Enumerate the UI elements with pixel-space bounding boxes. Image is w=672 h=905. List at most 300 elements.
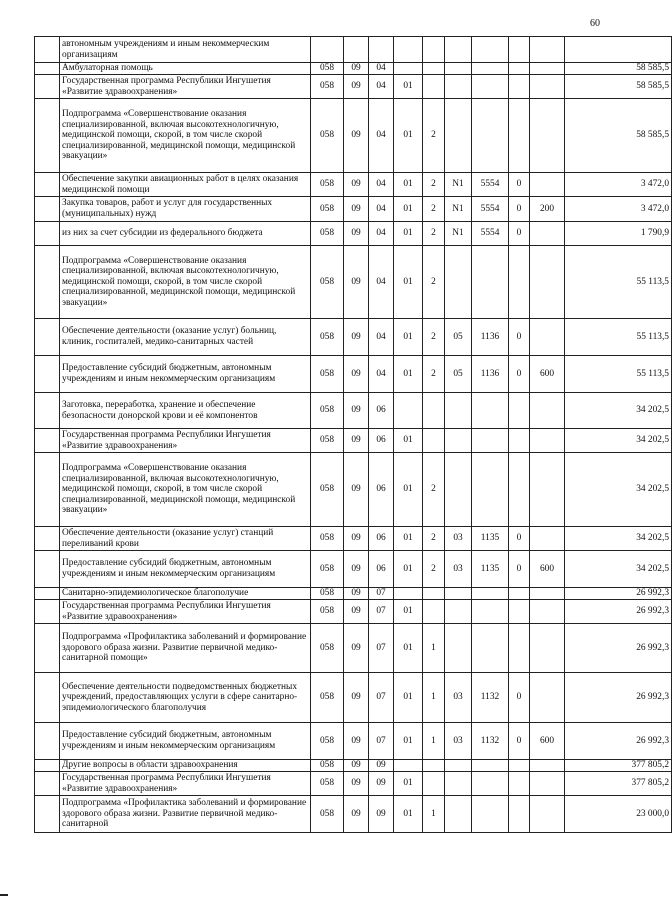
activity-code-cell [445, 600, 472, 624]
item-name-cell: Санитарно-эпидемиологическое благополучие [60, 588, 311, 600]
program-code-cell [394, 393, 423, 429]
direction-code-cell [472, 246, 509, 319]
program-code-cell: 01 [394, 551, 423, 588]
item-name-cell: Государственная программа Республики Ингушетия «Развитие здравоохранения» [60, 429, 311, 453]
row-number-cell [35, 453, 60, 527]
row-number-cell [35, 624, 60, 673]
row-number-cell [35, 673, 60, 723]
subsection-code-cell: 07 [369, 624, 394, 673]
ministry-code-cell: 058 [311, 75, 344, 99]
ministry-code-cell: 058 [311, 99, 344, 173]
ministry-code-cell: 058 [311, 246, 344, 319]
direction-code-cell [472, 393, 509, 429]
section-code-cell: 09 [344, 393, 369, 429]
amount-cell: 58 585,5 [565, 99, 672, 173]
item-name-cell: Предоставление субсидий бюджетным, автономным учреждениям и иным некоммерческим организациям [60, 356, 311, 393]
activity-code-cell: N1 [445, 173, 472, 197]
table-row [35, 197, 672, 222]
subsection-code-cell: 07 [369, 588, 394, 600]
ministry-code-cell: 058 [311, 588, 344, 600]
subprogram-code-cell [423, 588, 445, 600]
program-code-cell: 01 [394, 319, 423, 356]
expense-type-code-cell [530, 393, 565, 429]
section-code-cell: 09 [344, 222, 369, 246]
expense-type-code-cell [530, 796, 565, 833]
expense-type-code-cell: 600 [530, 723, 565, 760]
row-number-cell [35, 63, 60, 75]
subsection-code-cell: 04 [369, 99, 394, 173]
scan-edge-mark [0, 894, 8, 896]
amount-cell: 34 202,5 [565, 393, 672, 429]
direction-code-cell: 5554 [472, 222, 509, 246]
direction-code-cell [472, 75, 509, 99]
expense-type-code-cell: 600 [530, 356, 565, 393]
extra-code-cell [509, 63, 530, 75]
item-name-cell: Закупка товаров, работ и услуг для государственных (муниципальных) нужд [60, 197, 311, 222]
direction-code-cell [472, 796, 509, 833]
extra-code-cell [509, 600, 530, 624]
subprogram-code-cell [423, 75, 445, 99]
program-code-cell: 01 [394, 772, 423, 796]
row-number-cell [35, 723, 60, 760]
subsection-code-cell: 04 [369, 222, 394, 246]
section-code-cell: 09 [344, 527, 369, 551]
ministry-code-cell: 058 [311, 600, 344, 624]
subprogram-code-cell [423, 429, 445, 453]
activity-code-cell: 03 [445, 723, 472, 760]
activity-code-cell: 05 [445, 356, 472, 393]
program-code-cell: 01 [394, 99, 423, 173]
activity-code-cell [445, 393, 472, 429]
subsection-code-cell: 04 [369, 63, 394, 75]
subprogram-code-cell [423, 760, 445, 772]
subprogram-code-cell: 2 [423, 173, 445, 197]
row-number-cell [35, 222, 60, 246]
direction-code-cell [472, 772, 509, 796]
item-name-cell: Подпрограмма «Совершенствование оказания специализированной, включая высокотехнологичную, медицинской помощи, скорой, в том числе скорой специализированной, медицинской помощи, медицинской эвакуации» [60, 453, 311, 527]
activity-code-cell [445, 453, 472, 527]
extra-code-cell [509, 796, 530, 833]
activity-code-cell: 05 [445, 319, 472, 356]
table-row [35, 723, 672, 760]
item-name-cell: Предоставление субсидий бюджетным, автономным учреждениям и иным некоммерческим организациям [60, 723, 311, 760]
direction-code-cell [472, 588, 509, 600]
extra-code-cell [509, 75, 530, 99]
program-code-cell: 01 [394, 356, 423, 393]
section-code-cell: 09 [344, 197, 369, 222]
direction-code-cell: 1136 [472, 356, 509, 393]
program-code-cell: 01 [394, 723, 423, 760]
table-row [35, 624, 672, 673]
expense-type-code-cell [530, 319, 565, 356]
page-number: 60 [590, 18, 600, 29]
row-number-cell [35, 319, 60, 356]
subprogram-code-cell: 2 [423, 527, 445, 551]
table-row [35, 796, 672, 833]
subprogram-code-cell: 1 [423, 624, 445, 673]
subprogram-code-cell: 1 [423, 796, 445, 833]
extra-code-cell [509, 246, 530, 319]
extra-code-cell [509, 393, 530, 429]
row-number-cell [35, 429, 60, 453]
amount-cell: 26 992,3 [565, 588, 672, 600]
expense-type-code-cell [530, 246, 565, 319]
ministry-code-cell: 058 [311, 673, 344, 723]
amount-cell: 55 113,5 [565, 246, 672, 319]
amount-cell: 26 992,3 [565, 600, 672, 624]
item-name-cell: Государственная программа Республики Ингушетия «Развитие здравоохранения» [60, 75, 311, 99]
extra-code-cell: 0 [509, 356, 530, 393]
item-name-cell: Обеспечение деятельности (оказание услуг) больниц, клиник, госпиталей, медико-санитарных частей [60, 319, 311, 356]
amount-cell: 34 202,5 [565, 551, 672, 588]
subprogram-code-cell: 2 [423, 99, 445, 173]
ministry-code-cell: 058 [311, 222, 344, 246]
ministry-code-cell: 058 [311, 63, 344, 75]
amount-cell: 55 113,5 [565, 356, 672, 393]
table-row [35, 453, 672, 527]
amount-cell: 3 472,0 [565, 197, 672, 222]
item-name-cell: Государственная программа Республики Ингушетия «Развитие здравоохранения» [60, 772, 311, 796]
section-code-cell: 09 [344, 319, 369, 356]
section-code-cell: 09 [344, 63, 369, 75]
ministry-code-cell [311, 37, 344, 63]
program-code-cell: 01 [394, 246, 423, 319]
extra-code-cell: 0 [509, 222, 530, 246]
expense-type-code-cell [530, 527, 565, 551]
section-code-cell: 09 [344, 673, 369, 723]
amount-cell: 26 992,3 [565, 624, 672, 673]
item-name-cell: Подпрограмма «Профилактика заболеваний и формирование здорового образа жизни. Развитие первичной медико-санитарной помощи» [60, 624, 311, 673]
extra-code-cell: 0 [509, 723, 530, 760]
subsection-code-cell: 04 [369, 356, 394, 393]
section-code-cell: 09 [344, 429, 369, 453]
subprogram-code-cell [423, 37, 445, 63]
activity-code-cell [445, 429, 472, 453]
program-code-cell [394, 588, 423, 600]
item-name-cell: Предоставление субсидий бюджетным, автономным учреждениям и иным некоммерческим организациям [60, 551, 311, 588]
subsection-code-cell [369, 37, 394, 63]
program-code-cell: 01 [394, 173, 423, 197]
subprogram-code-cell: 2 [423, 197, 445, 222]
section-code-cell [344, 37, 369, 63]
direction-code-cell [472, 99, 509, 173]
subsection-code-cell: 04 [369, 75, 394, 99]
table-row [35, 429, 672, 453]
subsection-code-cell: 09 [369, 796, 394, 833]
program-code-cell: 01 [394, 527, 423, 551]
activity-code-cell [445, 624, 472, 673]
amount-cell: 26 992,3 [565, 723, 672, 760]
amount-cell: 377 805,2 [565, 760, 672, 772]
subprogram-code-cell [423, 600, 445, 624]
subprogram-code-cell: 2 [423, 246, 445, 319]
subprogram-code-cell [423, 772, 445, 796]
expense-type-code-cell [530, 588, 565, 600]
activity-code-cell [445, 37, 472, 63]
subsection-code-cell: 09 [369, 772, 394, 796]
amount-cell: 58 585,5 [565, 63, 672, 75]
ministry-code-cell: 058 [311, 796, 344, 833]
program-code-cell: 01 [394, 75, 423, 99]
extra-code-cell [509, 624, 530, 673]
expense-type-code-cell [530, 37, 565, 63]
program-code-cell [394, 63, 423, 75]
item-name-cell: Другие вопросы в области здравоохранения [60, 760, 311, 772]
extra-code-cell: 0 [509, 551, 530, 588]
subsection-code-cell: 09 [369, 760, 394, 772]
expense-type-code-cell: 600 [530, 551, 565, 588]
budget-table [34, 36, 672, 833]
direction-code-cell: 1135 [472, 527, 509, 551]
amount-cell: 23 000,0 [565, 796, 672, 833]
extra-code-cell: 0 [509, 173, 530, 197]
ministry-code-cell: 058 [311, 551, 344, 588]
row-number-cell [35, 37, 60, 63]
table-row [35, 527, 672, 551]
extra-code-cell: 0 [509, 319, 530, 356]
expense-type-code-cell: 200 [530, 197, 565, 222]
activity-code-cell [445, 75, 472, 99]
activity-code-cell [445, 588, 472, 600]
row-number-cell [35, 99, 60, 173]
row-number-cell [35, 75, 60, 99]
subprogram-code-cell [423, 393, 445, 429]
subprogram-code-cell: 2 [423, 551, 445, 588]
subprogram-code-cell: 1 [423, 723, 445, 760]
extra-code-cell: 0 [509, 197, 530, 222]
table-row [35, 99, 672, 173]
direction-code-cell [472, 37, 509, 63]
section-code-cell: 09 [344, 772, 369, 796]
direction-code-cell [472, 429, 509, 453]
item-name-cell: Подпрограмма «Профилактика заболеваний и формирование здорового образа жизни. Развитие первичной медико-санитарной [60, 796, 311, 833]
amount-cell: 377 805,2 [565, 772, 672, 796]
table-row [35, 75, 672, 99]
table-row [35, 319, 672, 356]
extra-code-cell: 0 [509, 673, 530, 723]
section-code-cell: 09 [344, 588, 369, 600]
subprogram-code-cell: 2 [423, 356, 445, 393]
subprogram-code-cell [423, 63, 445, 75]
amount-cell: 58 585,5 [565, 75, 672, 99]
extra-code-cell [509, 772, 530, 796]
direction-code-cell: 1132 [472, 673, 509, 723]
item-name-cell: Обеспечение закупки авиационных работ в целях оказания медицинской помощи [60, 173, 311, 197]
expense-type-code-cell [530, 63, 565, 75]
section-code-cell: 09 [344, 796, 369, 833]
item-name-cell: из них за счет субсидии из федерального бюджета [60, 222, 311, 246]
section-code-cell: 09 [344, 356, 369, 393]
item-name-cell: Амбулаторная помощь [60, 63, 311, 75]
expense-type-code-cell [530, 173, 565, 197]
amount-cell: 34 202,5 [565, 527, 672, 551]
ministry-code-cell: 058 [311, 429, 344, 453]
item-name-cell: Заготовка, переработка, хранение и обеспечение безопасности донорской крови и её компонентов [60, 393, 311, 429]
amount-cell: 55 113,5 [565, 319, 672, 356]
table-row [35, 37, 672, 63]
table-row [35, 600, 672, 624]
item-name-cell: Государственная программа Республики Ингушетия «Развитие здравоохранения» [60, 600, 311, 624]
subsection-code-cell: 07 [369, 600, 394, 624]
program-code-cell: 01 [394, 197, 423, 222]
subprogram-code-cell: 2 [423, 453, 445, 527]
row-number-cell [35, 527, 60, 551]
subprogram-code-cell: 2 [423, 319, 445, 356]
program-code-cell: 01 [394, 429, 423, 453]
row-number-cell [35, 173, 60, 197]
activity-code-cell [445, 760, 472, 772]
section-code-cell: 09 [344, 723, 369, 760]
subsection-code-cell: 04 [369, 173, 394, 197]
direction-code-cell: 5554 [472, 197, 509, 222]
direction-code-cell [472, 600, 509, 624]
activity-code-cell [445, 246, 472, 319]
ministry-code-cell: 058 [311, 624, 344, 673]
expense-type-code-cell [530, 429, 565, 453]
section-code-cell: 09 [344, 453, 369, 527]
program-code-cell: 01 [394, 624, 423, 673]
ministry-code-cell: 058 [311, 173, 344, 197]
amount-cell: 26 992,3 [565, 673, 672, 723]
subsection-code-cell: 06 [369, 453, 394, 527]
amount-cell [565, 37, 672, 63]
amount-cell: 1 790,9 [565, 222, 672, 246]
extra-code-cell [509, 453, 530, 527]
expense-type-code-cell [530, 673, 565, 723]
table-row [35, 760, 672, 772]
row-number-cell [35, 796, 60, 833]
section-code-cell: 09 [344, 99, 369, 173]
direction-code-cell: 1132 [472, 723, 509, 760]
item-name-cell: Обеспечение деятельности подведомственных бюджетных учреждений, предоставляющих услуги в сфере санитарно-эпидемиологического благополучия [60, 673, 311, 723]
expense-type-code-cell [530, 600, 565, 624]
row-number-cell [35, 760, 60, 772]
amount-cell: 3 472,0 [565, 173, 672, 197]
table-row [35, 772, 672, 796]
activity-code-cell [445, 63, 472, 75]
amount-cell: 34 202,5 [565, 429, 672, 453]
ministry-code-cell: 058 [311, 760, 344, 772]
section-code-cell: 09 [344, 246, 369, 319]
row-number-cell [35, 246, 60, 319]
program-code-cell: 01 [394, 673, 423, 723]
program-code-cell [394, 37, 423, 63]
expense-type-code-cell [530, 222, 565, 246]
expense-type-code-cell [530, 453, 565, 527]
expense-type-code-cell [530, 760, 565, 772]
row-number-cell [35, 600, 60, 624]
row-number-cell [35, 197, 60, 222]
expense-type-code-cell [530, 624, 565, 673]
ministry-code-cell: 058 [311, 393, 344, 429]
item-name-cell: автономным учреждениям и иным некоммерческим организациям [60, 37, 311, 63]
direction-code-cell [472, 760, 509, 772]
table-row [35, 173, 672, 197]
direction-code-cell [472, 453, 509, 527]
ministry-code-cell: 058 [311, 356, 344, 393]
program-code-cell [394, 760, 423, 772]
expense-type-code-cell [530, 772, 565, 796]
activity-code-cell: N1 [445, 222, 472, 246]
extra-code-cell [509, 760, 530, 772]
subsection-code-cell: 06 [369, 429, 394, 453]
direction-code-cell: 1135 [472, 551, 509, 588]
subsection-code-cell: 07 [369, 723, 394, 760]
program-code-cell: 01 [394, 796, 423, 833]
table-row [35, 63, 672, 75]
subprogram-code-cell: 1 [423, 673, 445, 723]
activity-code-cell [445, 772, 472, 796]
row-number-cell [35, 356, 60, 393]
section-code-cell: 09 [344, 760, 369, 772]
subsection-code-cell: 04 [369, 319, 394, 356]
subsection-code-cell: 07 [369, 673, 394, 723]
direction-code-cell: 5554 [472, 173, 509, 197]
row-number-cell [35, 393, 60, 429]
activity-code-cell: N1 [445, 197, 472, 222]
direction-code-cell [472, 63, 509, 75]
table-row [35, 673, 672, 723]
section-code-cell: 09 [344, 600, 369, 624]
expense-type-code-cell [530, 75, 565, 99]
subsection-code-cell: 04 [369, 197, 394, 222]
extra-code-cell [509, 37, 530, 63]
extra-code-cell [509, 429, 530, 453]
program-code-cell: 01 [394, 453, 423, 527]
subsection-code-cell: 04 [369, 246, 394, 319]
table-row [35, 588, 672, 600]
subsection-code-cell: 06 [369, 551, 394, 588]
row-number-cell [35, 551, 60, 588]
ministry-code-cell: 058 [311, 453, 344, 527]
ministry-code-cell: 058 [311, 319, 344, 356]
extra-code-cell [509, 588, 530, 600]
expense-type-code-cell [530, 99, 565, 173]
item-name-cell: Подпрограмма «Совершенствование оказания специализированной, включая высокотехнологичную, медицинской помощи, скорой, в том числе скорой специализированной, медицинской помощи, медицинской эвакуации» [60, 246, 311, 319]
activity-code-cell: 03 [445, 551, 472, 588]
section-code-cell: 09 [344, 75, 369, 99]
ministry-code-cell: 058 [311, 723, 344, 760]
section-code-cell: 09 [344, 624, 369, 673]
activity-code-cell [445, 99, 472, 173]
direction-code-cell [472, 624, 509, 673]
table-row [35, 246, 672, 319]
amount-cell: 34 202,5 [565, 453, 672, 527]
ministry-code-cell: 058 [311, 527, 344, 551]
row-number-cell [35, 588, 60, 600]
subprogram-code-cell: 2 [423, 222, 445, 246]
item-name-cell: Подпрограмма «Совершенствование оказания специализированной, включая высокотехнологичную, медицинской помощи, скорой, в том числе скорой специализированной, медицинской помощи, медицинской эвакуации» [60, 99, 311, 173]
extra-code-cell: 0 [509, 527, 530, 551]
activity-code-cell: 03 [445, 527, 472, 551]
section-code-cell: 09 [344, 173, 369, 197]
subsection-code-cell: 06 [369, 393, 394, 429]
item-name-cell: Обеспечение деятельности (оказание услуг) станций переливаний крови [60, 527, 311, 551]
table-row [35, 356, 672, 393]
table-row [35, 393, 672, 429]
row-number-cell [35, 772, 60, 796]
ministry-code-cell: 058 [311, 197, 344, 222]
extra-code-cell [509, 99, 530, 173]
program-code-cell: 01 [394, 600, 423, 624]
program-code-cell: 01 [394, 222, 423, 246]
activity-code-cell: 03 [445, 673, 472, 723]
subsection-code-cell: 06 [369, 527, 394, 551]
activity-code-cell [445, 796, 472, 833]
section-code-cell: 09 [344, 551, 369, 588]
ministry-code-cell: 058 [311, 772, 344, 796]
table-row [35, 222, 672, 246]
